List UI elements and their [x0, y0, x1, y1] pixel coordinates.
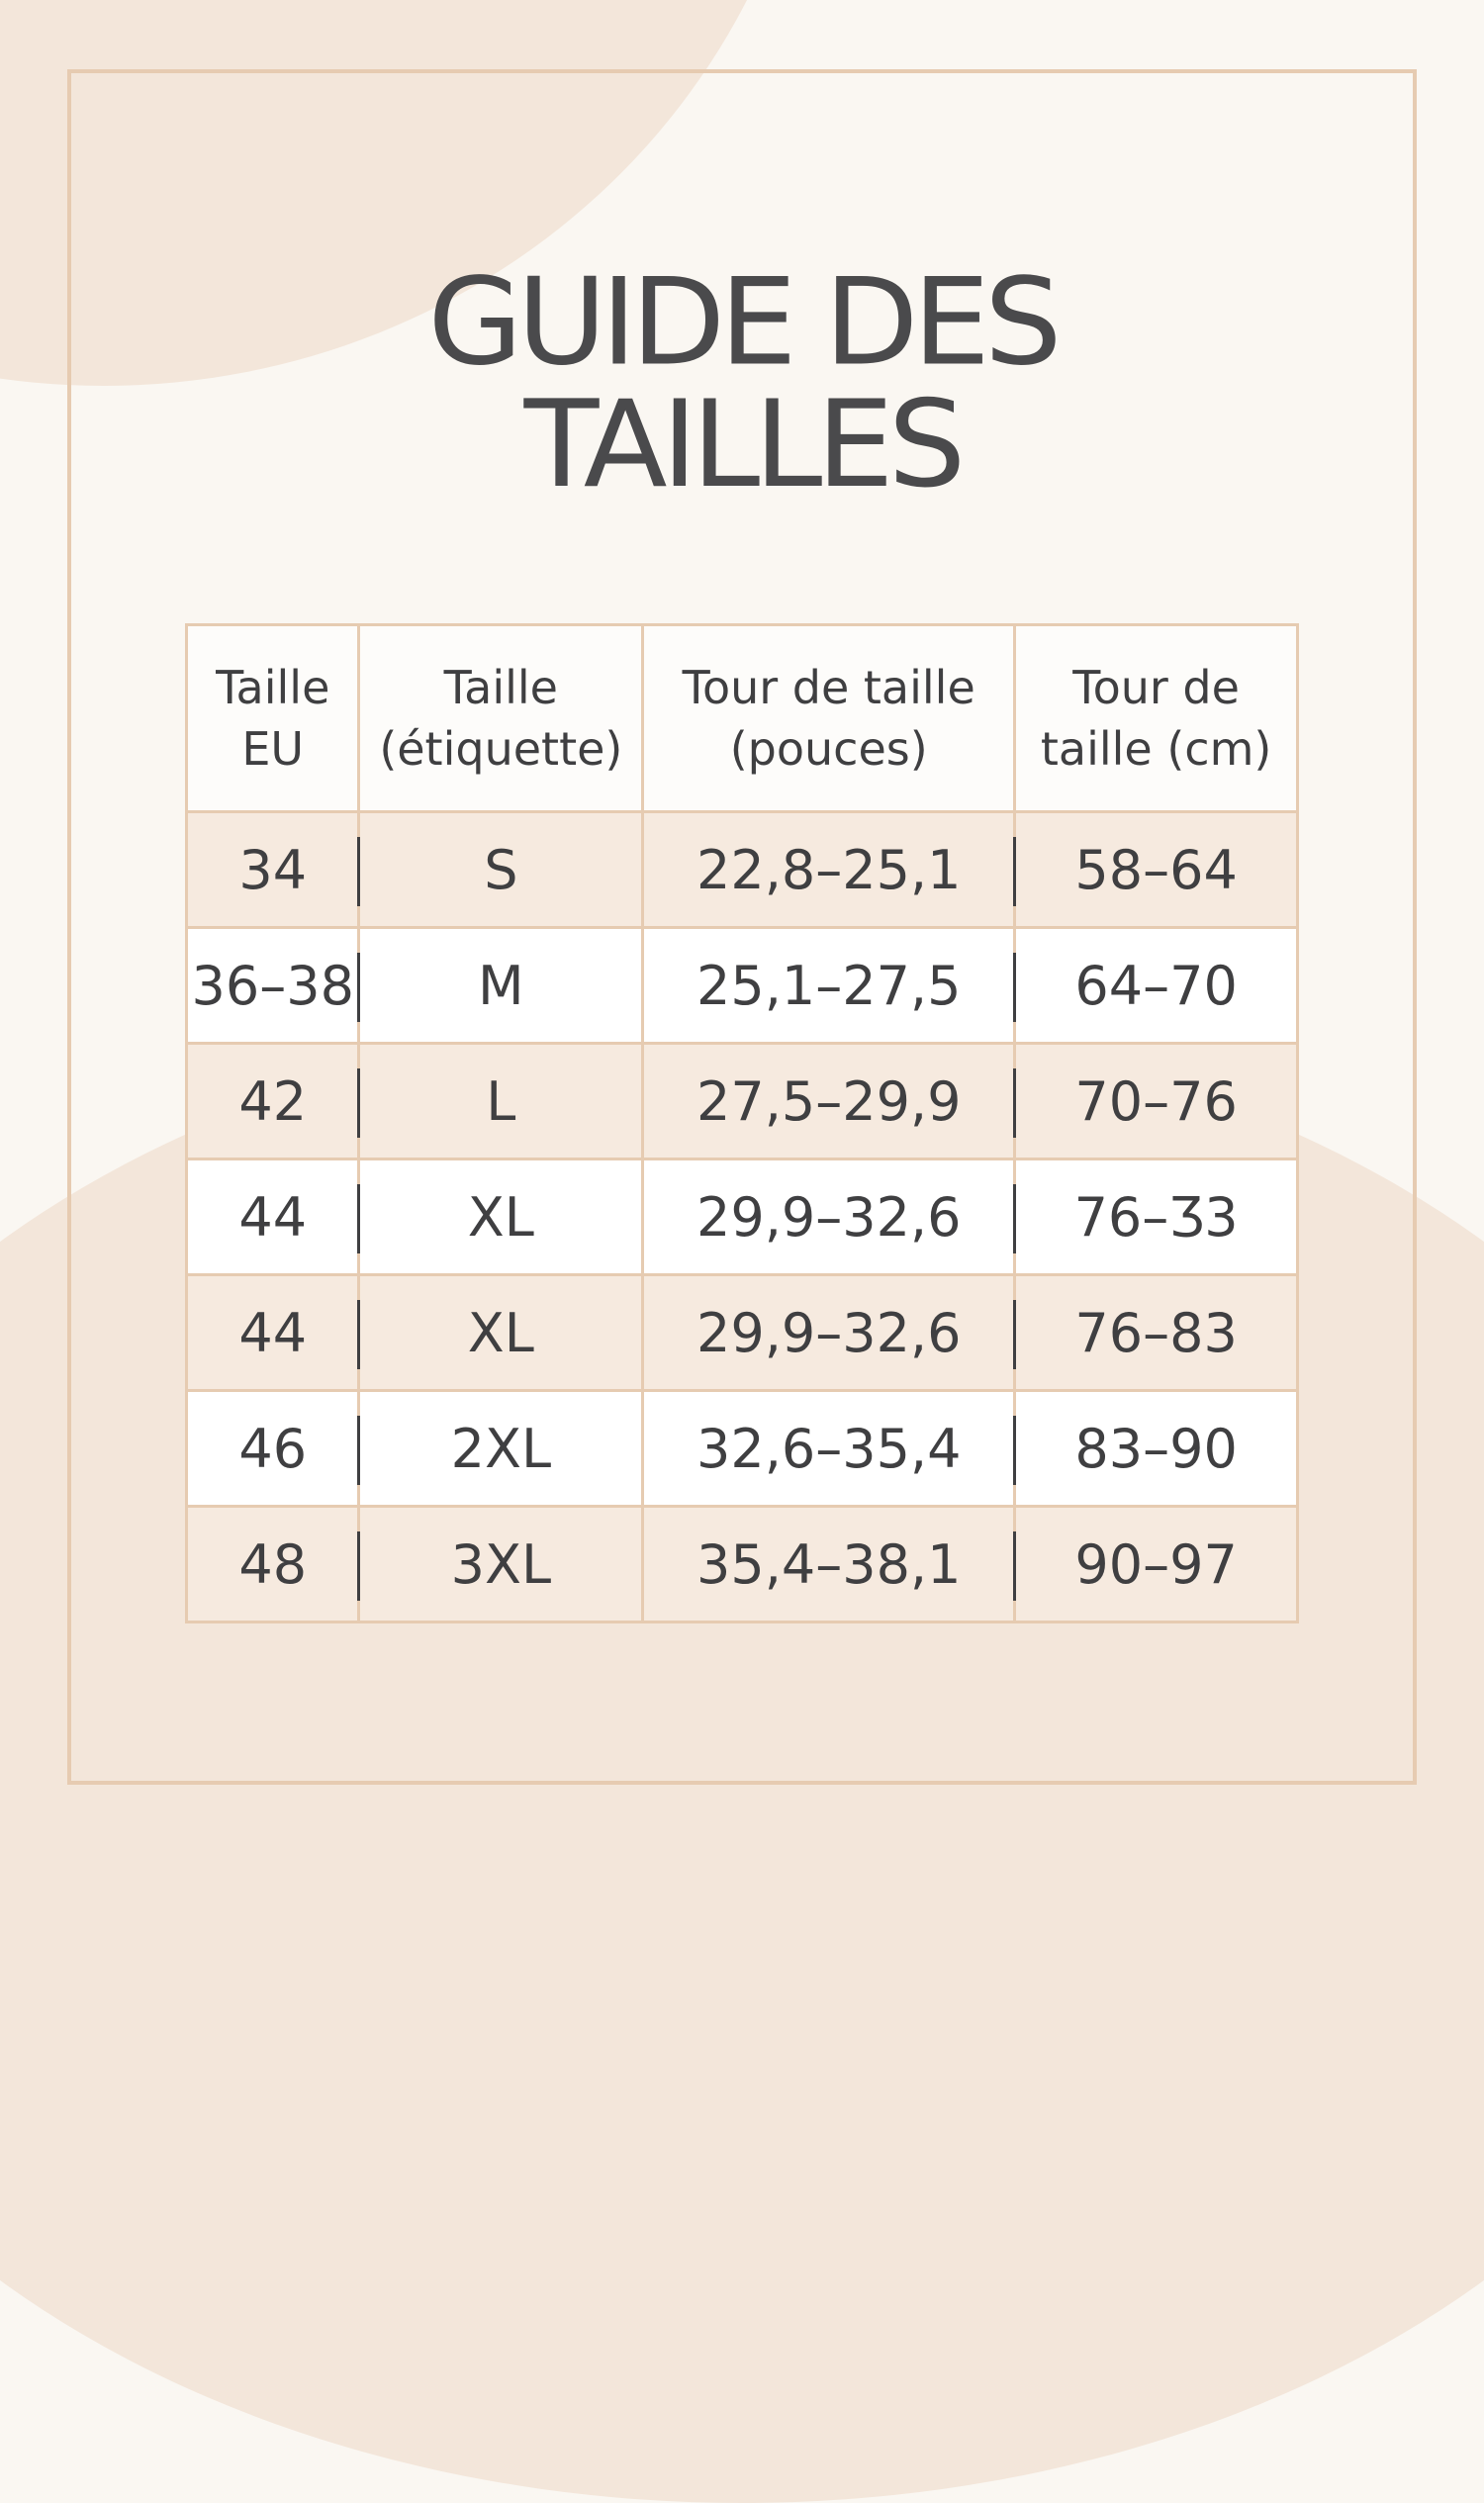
cell-tour-pouces: 27,5–29,9 [643, 1044, 1015, 1159]
cell-tour-cm: 64–70 [1015, 928, 1298, 1044]
cell-taille-eu: 44 [187, 1275, 359, 1391]
table-row [187, 1275, 1298, 1391]
cell-tour-pouces: 25,1–27,5 [643, 928, 1015, 1044]
cell-taille-eu: 34 [187, 812, 359, 928]
cell-taille-etiquette: XL [359, 1159, 643, 1275]
header-tour-taille-cm: Tour de taille (cm) [1015, 625, 1298, 812]
cell-taille-eu: 46 [187, 1391, 359, 1507]
cell-tour-pouces: 29,9–32,6 [643, 1275, 1015, 1391]
header-taille-eu: Taille EU [187, 625, 359, 812]
size-guide-table [185, 623, 1299, 1623]
table-row [187, 1507, 1298, 1622]
cell-tour-cm: 70–76 [1015, 1044, 1298, 1159]
cell-taille-etiquette: XL [359, 1275, 643, 1391]
header-tour-taille-pouces: Tour de taille (pouces) [643, 625, 1015, 812]
table-header-row [187, 625, 1298, 812]
table-row [187, 1391, 1298, 1507]
table-row [187, 928, 1298, 1044]
cell-tour-pouces: 32,6–35,4 [643, 1391, 1015, 1507]
cell-tour-pouces: 22,8–25,1 [643, 812, 1015, 928]
cell-taille-eu: 48 [187, 1507, 359, 1622]
cell-tour-pouces: 35,4–38,1 [643, 1507, 1015, 1622]
cell-tour-cm: 58–64 [1015, 812, 1298, 928]
title-line-1: GUIDE DES [427, 252, 1057, 393]
cell-taille-etiquette: 2XL [359, 1391, 643, 1507]
cell-tour-cm: 83–90 [1015, 1391, 1298, 1507]
table-row [187, 1159, 1298, 1275]
cell-taille-etiquette: L [359, 1044, 643, 1159]
table-row [187, 1044, 1298, 1159]
header-taille-etiquette: Taille (étiquette) [359, 625, 643, 812]
page-title [297, 252, 1187, 515]
cell-tour-cm: 76–Ʒ3 [1015, 1159, 1298, 1275]
cell-tour-pouces: 29,9–32,6 [643, 1159, 1015, 1275]
cell-taille-etiquette: 3XL [359, 1507, 643, 1622]
cell-taille-etiquette: M [359, 928, 643, 1044]
title-line-2: TAILLES [523, 375, 961, 515]
cell-taille-eu: 44 [187, 1159, 359, 1275]
table-row [187, 812, 1298, 928]
cell-taille-eu: 36–38 [187, 928, 359, 1044]
cell-taille-eu: 42 [187, 1044, 359, 1159]
cell-tour-cm: 76–83 [1015, 1275, 1298, 1391]
cell-tour-cm: 90–97 [1015, 1507, 1298, 1622]
cell-taille-etiquette: S [359, 812, 643, 928]
